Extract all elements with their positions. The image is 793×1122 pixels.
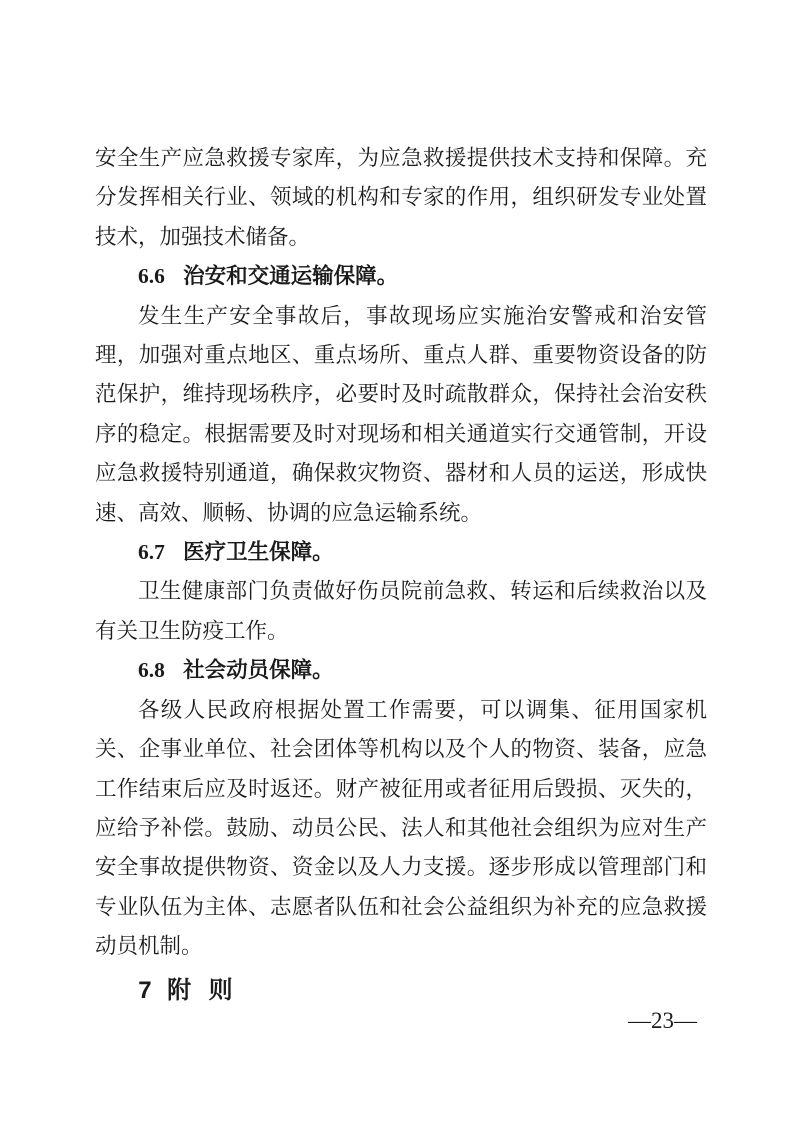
section-title: 医疗卫生保障。: [183, 540, 334, 565]
heading-7: [95, 971, 707, 1010]
heading-6-6: [95, 257, 707, 296]
heading-6-8: [95, 651, 707, 690]
paragraph-social-mobilization: 各级人民政府根据处置工作需要，可以调集、征用国家机关、企事业单位、社会团体等机构以及个人的物资、装备，应急工作结束后应及时返还。财产被征用或者征用后毁损、灭失的，应给予补偿。鼓励、动员公民、法人和其他社会组织为应对生产安全事故提供物资、资金以及人力支援。逐步形成以管理部门和专业队伍为主体、志愿者队伍和社会公益组织为补充的应急救援动员机制。: [95, 697, 707, 959]
paragraph-medical-health: 卫生健康部门负责做好伤员院前急救、转运和后续救治以及有关卫生防疫工作。: [95, 579, 707, 643]
document-body: [95, 139, 707, 1010]
section-title: 社会动员保障。: [183, 658, 334, 683]
section-number: 6.8: [138, 658, 165, 683]
page-number: —23—: [628, 1008, 697, 1033]
section-number: 7: [138, 976, 152, 1004]
section-number: 6.7: [138, 540, 165, 565]
section-title: 附 则: [167, 976, 233, 1004]
paragraph-expert-support: 安全生产应急救援专家库，为应急救援提供技术支持和保障。充分发挥相关行业、领域的机构和专家的作用，组织研发专业处置技术，加强技术储备。: [95, 146, 707, 249]
section-title: 治安和交通运输保障。: [183, 264, 399, 289]
paragraph-security-traffic: 发生生产安全事故后，事故现场应实施治安警戒和治安管理，加强对重点地区、重点场所、重点人群、重要物资设备的防范保护，维持现场秩序，必要时及时疏散群众，保持社会治安秩序的稳定。根据需要及时对现场和相关通道实行交通管制，开设应急救援特别通道，确保救灾物资、器材和人员的运送，形成快速、高效、顺畅、协调的应急运输系统。: [95, 303, 707, 525]
section-number: 6.6: [138, 264, 165, 289]
heading-6-7: [95, 533, 707, 572]
